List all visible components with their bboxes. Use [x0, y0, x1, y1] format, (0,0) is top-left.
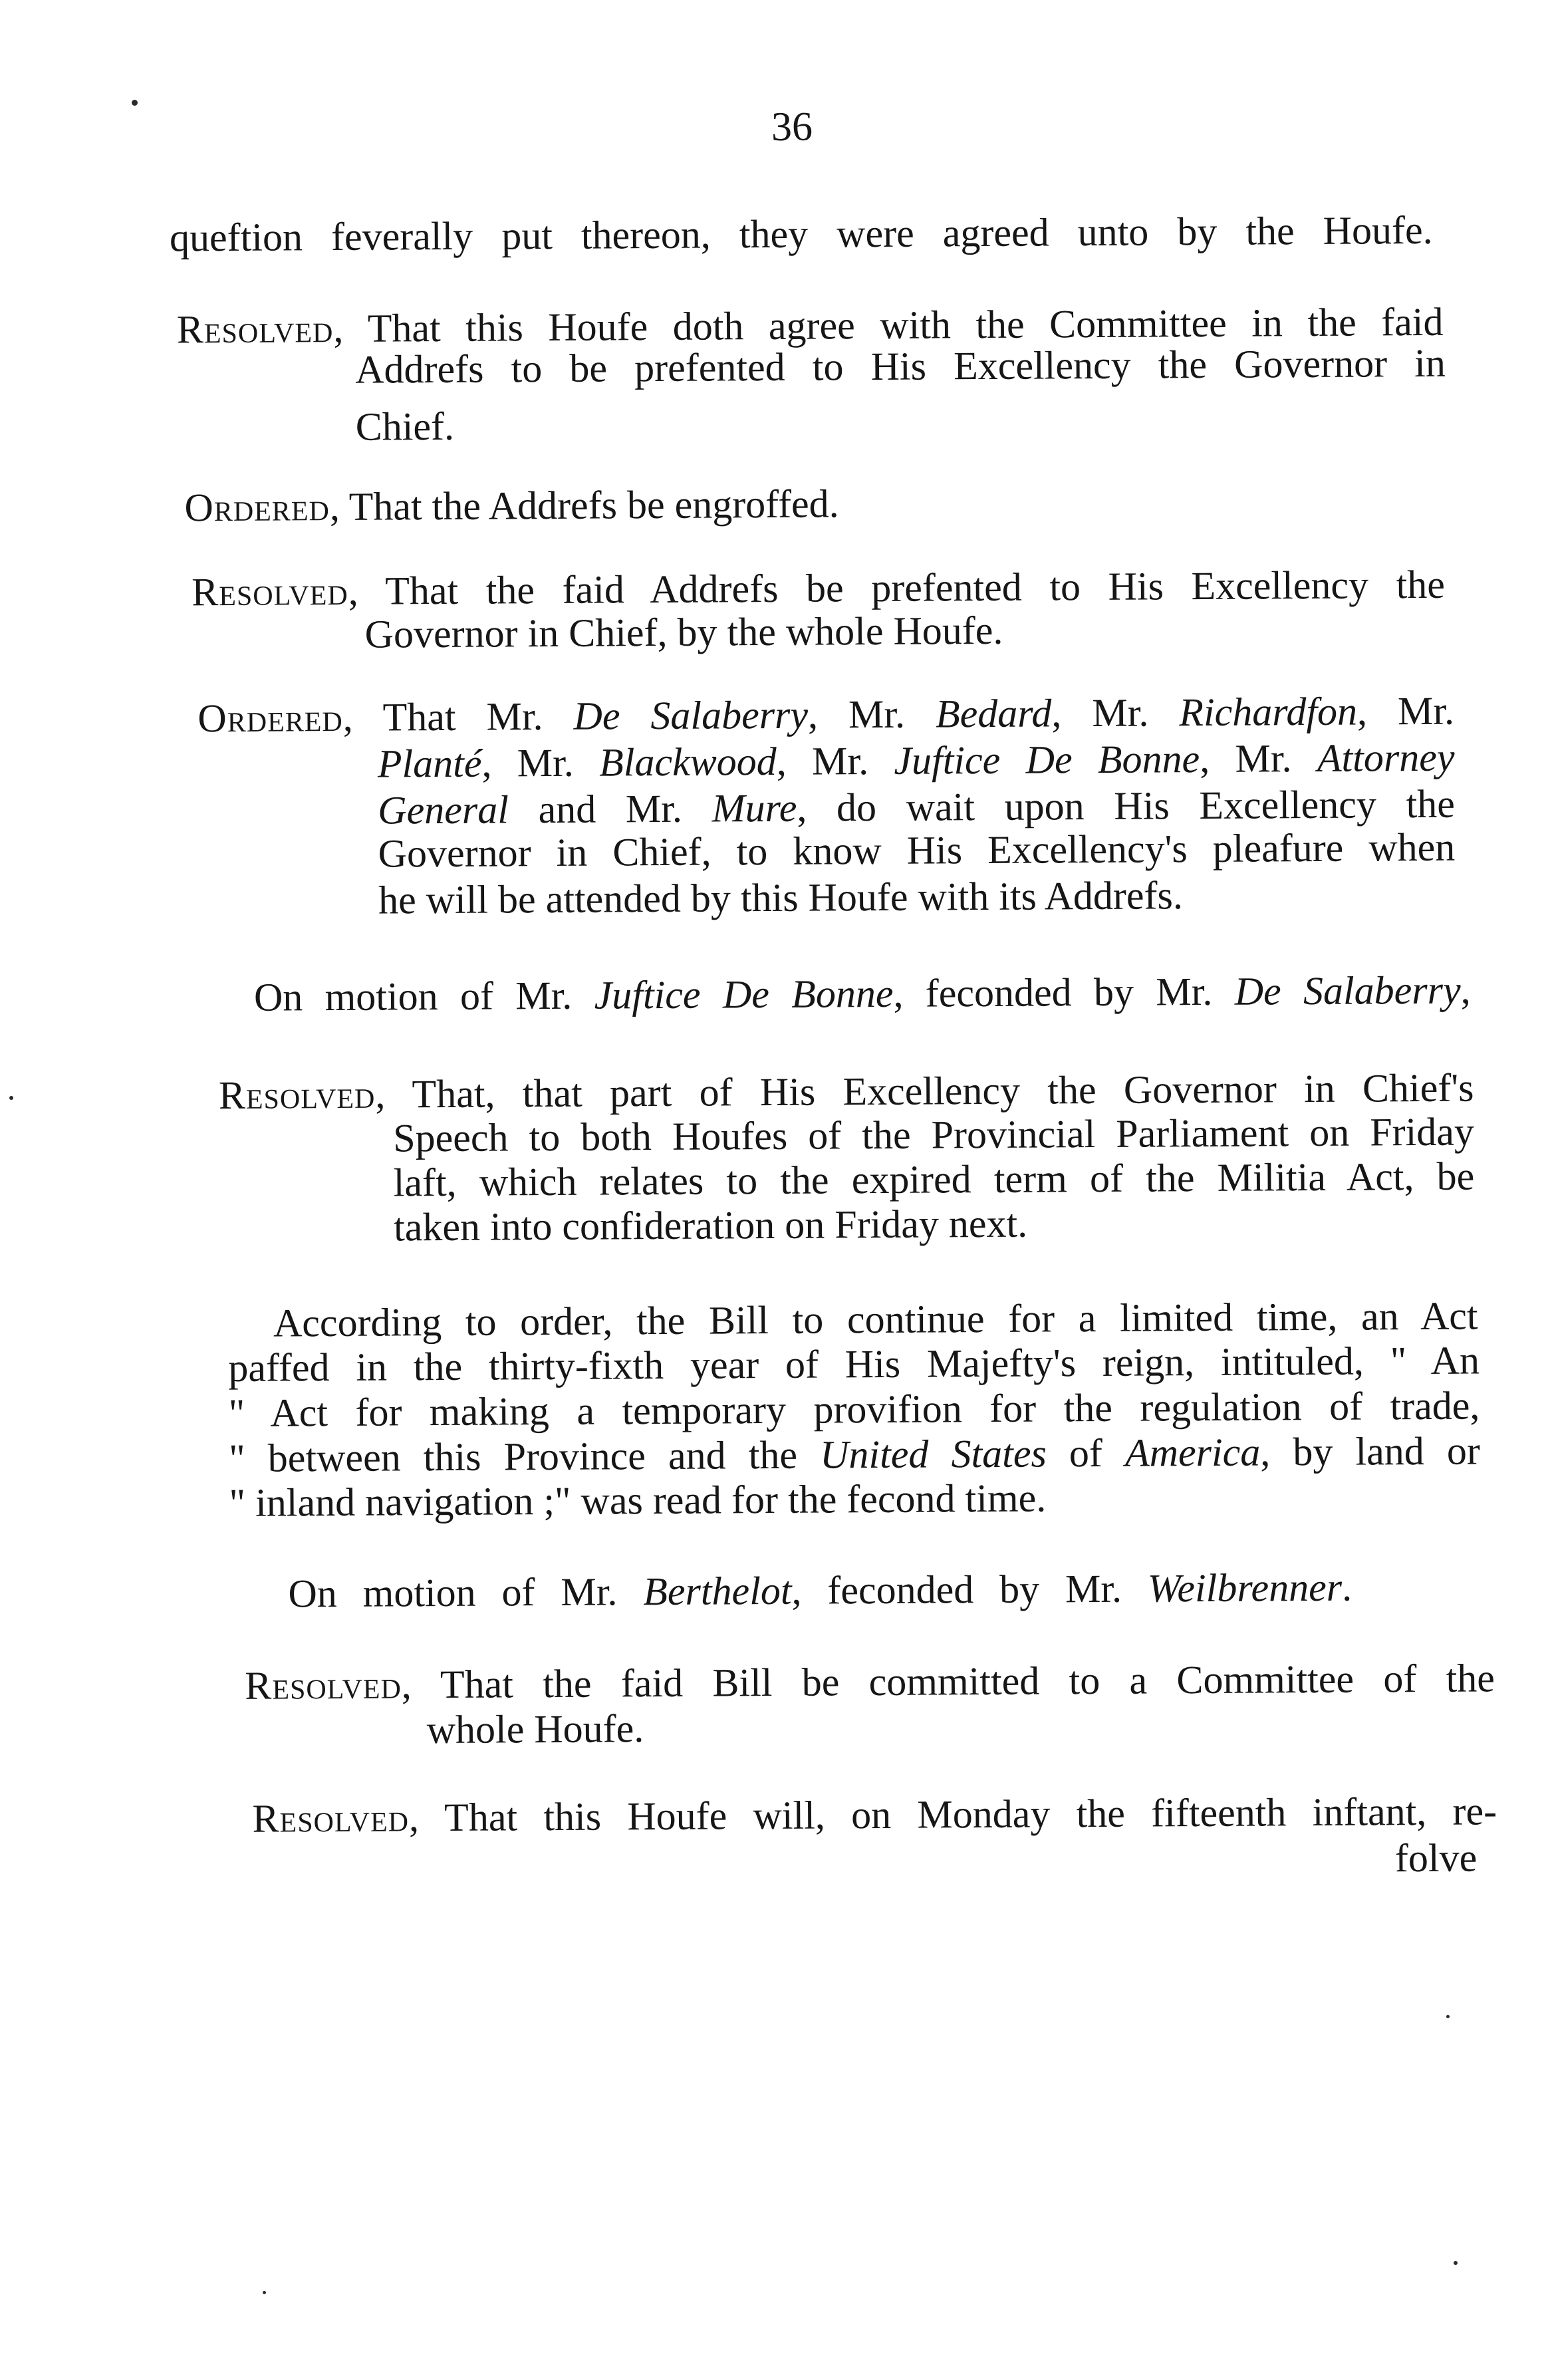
- text-run: , by land or: [1260, 1428, 1481, 1474]
- italic-name: Attorney: [1317, 735, 1455, 780]
- text-line: [378, 827, 1455, 874]
- text-line: [427, 1708, 644, 1750]
- small-caps-heading: Resolved: [245, 1662, 402, 1708]
- text-line: [364, 610, 1003, 654]
- italic-name: America: [1124, 1430, 1261, 1475]
- text-run: , That this Houfe will, on Monday the fifteenth inftant, re-: [408, 1789, 1497, 1840]
- text-run: , That Mr.: [342, 694, 574, 739]
- small-caps-heading: Resolved: [176, 307, 334, 352]
- text-line: [378, 875, 1183, 920]
- italic-name: United States: [819, 1431, 1047, 1477]
- text-line: [228, 1383, 1480, 1435]
- text-run: Governor in Chief, by the whole Houfe.: [364, 608, 1003, 656]
- text-run: and Mr.: [508, 786, 712, 832]
- text-run: " between this Province and the: [229, 1432, 821, 1480]
- text-line: [394, 1156, 1475, 1203]
- text-line: [355, 340, 1446, 392]
- text-run: , Mr.: [1356, 688, 1455, 733]
- text-line: [393, 1109, 1475, 1160]
- small-caps-heading: Ordered: [197, 695, 343, 741]
- text-run: On motion of Mr.: [288, 1569, 644, 1616]
- text-line: [378, 737, 1455, 784]
- text-run: Governor in Chief, to know His Excellency's pleafure when: [378, 825, 1456, 876]
- text-run: According to order, the Bill to continue for a limited time, an Act: [273, 1293, 1478, 1345]
- text-run: ,: [1460, 968, 1471, 1012]
- text-run: folve: [1394, 1835, 1478, 1881]
- text-line: [169, 207, 1433, 260]
- text-line: [254, 970, 1471, 1017]
- text-run: taken into confideration on Friday next.: [393, 1201, 1028, 1250]
- text-line: [273, 1293, 1478, 1345]
- text-run: , feconded by Mr.: [791, 1566, 1148, 1613]
- italic-name: De Salaberry: [573, 692, 809, 738]
- small-caps-heading: Resolved: [192, 569, 348, 614]
- text-run: , That this Houfe doth agree with the Committee in the faid: [333, 299, 1444, 351]
- text-line: [218, 1065, 1474, 1118]
- italic-name: Richardfon: [1179, 689, 1358, 735]
- small-caps-heading: Ordered: [184, 485, 330, 530]
- scan-speck: [9, 1096, 13, 1100]
- text-run: , That, that part of His Excellency the Governor in Chief's: [375, 1065, 1474, 1117]
- italic-name: De Salaberry: [1234, 968, 1461, 1013]
- italic-name: Mure: [711, 785, 797, 831]
- text-line: [393, 1201, 1028, 1250]
- text-run: paffed in the thirty-fixth year of His Majefty's reign, intituled, " An: [228, 1338, 1480, 1390]
- page-number: 36: [771, 104, 813, 150]
- text-run: Addrefs to be prefented to His Excellency the Governor in: [355, 340, 1446, 392]
- text-run: , Mr.: [481, 740, 600, 785]
- text-run: Speech to both Houfes of the Provincial Parliament on Friday: [393, 1109, 1475, 1160]
- text-run: , That the faid Addrefs be prefented to His Excellency the: [348, 562, 1446, 613]
- text-line: [229, 1478, 1046, 1523]
- italic-name: General: [378, 787, 509, 833]
- scan-speck: [132, 100, 138, 106]
- text-run: queftion feverally put thereon, they were agreed unto by the Houfe.: [169, 207, 1433, 260]
- text-run: whole Houfe.: [426, 1706, 644, 1752]
- small-caps-heading: Resolved: [252, 1795, 410, 1841]
- text-run: On motion of Mr.: [253, 973, 594, 1019]
- text-run: , Mr.: [1051, 690, 1180, 735]
- text-line: [197, 688, 1455, 741]
- scan-speck: [263, 2291, 266, 2294]
- text-run: , That the Addrefs be engroffed.: [329, 481, 839, 529]
- text-run: laft, which relates to the expired term of the Militia Act, be: [393, 1154, 1475, 1205]
- text-line: [1394, 1835, 1478, 1881]
- scan-speck: [1446, 2015, 1450, 2018]
- text-line: [192, 562, 1446, 614]
- text-run: he will be attended by this Houfe with its Addrefs.: [378, 873, 1184, 922]
- text-run: , Mr.: [1199, 735, 1318, 781]
- text-run: , Mr.: [807, 692, 936, 737]
- text-line: [184, 481, 839, 530]
- text-line: [228, 1338, 1480, 1390]
- italic-name: Berthelot: [643, 1568, 792, 1614]
- text-line: [229, 1428, 1481, 1480]
- text-run: , That the faid Bill be committed to a Committee of the: [401, 1656, 1495, 1707]
- italic-name: Juftice De Bonne: [894, 737, 1200, 783]
- text-run: .: [1341, 1565, 1353, 1609]
- text-run: , feconded by Mr.: [893, 969, 1235, 1015]
- text-run: Chief.: [355, 404, 455, 449]
- italic-name: Juftice De Bonne: [594, 971, 894, 1017]
- small-caps-heading: Resolved: [218, 1072, 376, 1118]
- text-line: [356, 406, 455, 447]
- text-run: of: [1046, 1430, 1126, 1476]
- italic-name: Planté: [377, 741, 482, 786]
- text-run: , do wait upon His Excellency the: [797, 781, 1456, 830]
- italic-name: Weilbrenner: [1147, 1565, 1343, 1611]
- italic-name: Blackwood: [598, 739, 777, 785]
- text-run: " inland navigation ;" was read for the fecond time.: [229, 1476, 1047, 1525]
- italic-name: Bedard: [935, 691, 1052, 736]
- text-run: , Mr.: [776, 738, 894, 783]
- text-line: [288, 1567, 1352, 1614]
- text-run: " Act for making a temporary provifion for the regulation of trade,: [228, 1383, 1480, 1435]
- text-line: [245, 1656, 1495, 1708]
- scan-speck: [1454, 2261, 1458, 2265]
- text-line: [378, 781, 1456, 833]
- text-line: [252, 1789, 1497, 1841]
